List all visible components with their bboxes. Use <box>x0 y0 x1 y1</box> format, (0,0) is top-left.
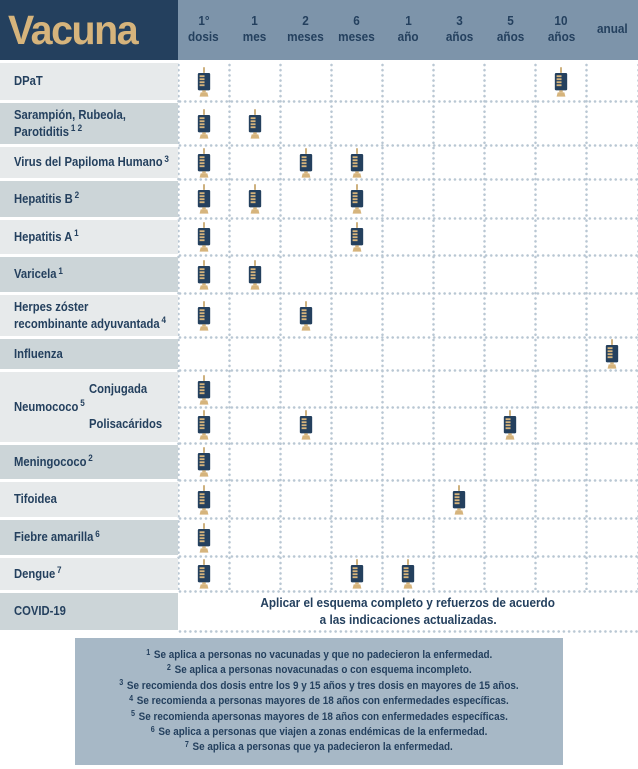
footnote-text: Se aplica a personas no vacunadas y que no padecieron la enfermedad. <box>153 649 493 661</box>
vaccine-label-cell <box>0 339 178 369</box>
dose-marker <box>195 260 213 290</box>
footnote-ref: 2 <box>74 190 80 201</box>
dose-marker <box>195 67 213 97</box>
vaccine-name: Tifoidea <box>14 492 57 507</box>
column-header-bottom: mes <box>242 30 267 44</box>
dose-grid <box>178 63 638 100</box>
footnote <box>119 679 518 694</box>
vaccine-row <box>0 520 638 555</box>
syringe-icon <box>246 260 264 290</box>
syringe-icon <box>348 559 366 589</box>
column-header-7 <box>536 0 587 60</box>
dose-marker <box>348 148 366 178</box>
footnotes-box <box>75 638 563 765</box>
syringe-icon <box>297 148 315 178</box>
dose-marker <box>450 485 468 515</box>
column-header-top: 1° <box>197 14 210 29</box>
syringe-icon <box>603 339 621 369</box>
vaccine-label-cell <box>0 220 178 254</box>
dose-marker <box>348 184 366 214</box>
vaccine-name: Varicela <box>14 267 57 282</box>
schedule-table-body <box>0 63 638 630</box>
vaccine-row <box>0 593 638 630</box>
dose-grid <box>178 103 638 144</box>
column-header-top: 10 <box>554 14 568 29</box>
vaccine-name: DPaT <box>14 74 43 89</box>
column-header-top: 2 <box>302 14 310 29</box>
footnote-ref: 5 <box>80 398 85 409</box>
syringe-icon <box>348 148 366 178</box>
syringe-icon <box>348 184 366 214</box>
vaccine-label-cell <box>0 593 178 630</box>
dose-marker <box>246 184 264 214</box>
vaccine-subtype <box>89 372 178 407</box>
column-header-6 <box>485 0 536 60</box>
dose-marker <box>552 67 570 97</box>
column-header-0 <box>178 0 229 60</box>
dose-grid <box>178 257 638 292</box>
dose-marker <box>297 148 315 178</box>
vaccine-label-cell <box>0 63 178 100</box>
dose-marker <box>195 109 213 139</box>
dose-marker <box>195 447 213 477</box>
vaccine-label-cell <box>0 295 178 336</box>
footnote <box>151 725 488 740</box>
vaccine-label-cell <box>0 181 178 217</box>
column-header-top: anual <box>597 22 628 37</box>
dose-marker <box>246 260 264 290</box>
vaccine-name: Herpes zóster <box>14 299 89 314</box>
syringe-icon <box>195 67 213 97</box>
vaccine-row <box>0 339 638 369</box>
syringe-icon <box>399 559 417 589</box>
dose-marker <box>195 375 213 405</box>
footnote-text: Se recomienda dos dosis entre los 9 y 15 años y tres dosis en mayores de 15 años. <box>126 679 519 692</box>
syringe-icon <box>552 67 570 97</box>
vaccine-row <box>0 558 638 590</box>
footnote <box>129 694 509 709</box>
dose-marker <box>195 523 213 553</box>
footnote-ref: 3 <box>164 153 169 164</box>
footnote-ref: 1 <box>74 228 79 239</box>
column-header-top: 5 <box>506 14 514 29</box>
vaccine-label-cell <box>0 372 178 442</box>
dose-marker <box>348 222 366 252</box>
vaccine-name: Hepatitis A <box>14 229 73 244</box>
syringe-icon <box>195 260 213 290</box>
dose-marker <box>297 301 315 331</box>
syringe-icon <box>195 410 213 440</box>
vaccine-row <box>0 257 638 292</box>
vaccine-label-cell <box>0 257 178 292</box>
syringe-icon <box>195 301 213 331</box>
vaccine-name: Influenza <box>14 346 63 361</box>
column-header-bottom: años <box>547 30 576 44</box>
footnote-number: 2 <box>166 662 171 672</box>
footnote <box>146 648 492 663</box>
vaccine-label-cell <box>0 558 178 590</box>
footnote-text: Se recomienda a personas mayores de 18 años con enfermedades específicas. <box>136 695 509 708</box>
dose-marker <box>297 410 315 440</box>
footnote <box>185 740 453 755</box>
syringe-icon <box>195 485 213 515</box>
dose-marker <box>603 339 621 369</box>
column-header-top: 6 <box>353 14 361 29</box>
syringe-icon <box>348 222 366 252</box>
table-title-cell <box>0 0 178 60</box>
column-header-1 <box>229 0 280 60</box>
syringe-icon <box>297 410 315 440</box>
dose-marker <box>348 559 366 589</box>
dose-grid <box>178 339 638 369</box>
vaccine-name: Dengue <box>14 566 56 581</box>
vaccine-subtype <box>89 407 178 442</box>
column-header-5 <box>434 0 485 60</box>
dose-grid <box>178 445 638 479</box>
vaccine-label-cell <box>0 103 178 144</box>
syringe-icon <box>195 375 213 405</box>
dose-grid <box>178 181 638 217</box>
vaccine-name: Meningococo <box>14 454 87 469</box>
footnote-number: 7 <box>185 739 190 749</box>
dose-marker <box>399 559 417 589</box>
table-header <box>0 0 638 60</box>
footnote-ref: 4 <box>161 315 166 325</box>
vaccine-subtype-name: Polisacáridos <box>89 417 163 432</box>
vaccine-row <box>0 372 638 442</box>
vaccine-row <box>0 220 638 254</box>
column-header-top: 3 <box>455 14 463 29</box>
syringe-icon <box>195 222 213 252</box>
footnote-ref: 1 2 <box>70 123 83 133</box>
vaccine-name: COVID-19 <box>14 604 66 619</box>
column-header-bottom: meses <box>287 30 325 44</box>
footnote-number: 5 <box>130 709 135 719</box>
dose-grid <box>178 147 638 178</box>
syringe-icon <box>501 410 519 440</box>
column-header-top: 1 <box>404 14 412 29</box>
vaccine-row <box>0 295 638 336</box>
footnote-number: 1 <box>145 647 150 657</box>
page-title: Vacuna <box>8 6 138 53</box>
dose-grid <box>178 372 638 442</box>
vaccine-row <box>0 181 638 217</box>
footnote-number: 4 <box>129 693 134 703</box>
vaccine-row <box>0 103 638 144</box>
footnote-text: Se recomienda apersonas mayores de 18 años con enfermedades específicas. <box>138 710 508 723</box>
vaccine-subtype-name: Conjugada <box>89 382 148 397</box>
footnote-number: 6 <box>150 724 155 734</box>
syringe-icon <box>195 523 213 553</box>
dose-marker <box>195 559 213 589</box>
column-header-bottom: dosis <box>188 30 219 44</box>
dose-marker <box>195 148 213 178</box>
covid-note <box>178 593 638 630</box>
dose-grid <box>178 295 638 336</box>
vaccine-label-cell <box>0 147 178 178</box>
column-headers <box>178 0 638 60</box>
dose-subgrid <box>178 407 638 442</box>
footnote-text: Se aplica a personas que viajen a zonas endémicas de la enfermedad. <box>158 726 488 739</box>
syringe-icon <box>246 184 264 214</box>
vaccine-name: Neumococo <box>14 399 79 414</box>
column-header-2 <box>280 0 331 60</box>
column-header-3 <box>331 0 382 60</box>
vaccine-name: Fiebre amarilla <box>14 530 94 545</box>
dose-grid <box>178 520 638 555</box>
column-header-bottom: años <box>496 30 524 44</box>
syringe-icon <box>195 184 213 214</box>
footnote-ref: 1 <box>58 265 63 276</box>
vaccine-label-cell <box>0 482 178 517</box>
dose-grid <box>178 482 638 517</box>
dose-marker <box>195 485 213 515</box>
vaccine-name: Hepatitis B <box>14 191 73 206</box>
vaccine-name: Virus del Papiloma Humano <box>14 155 163 170</box>
syringe-icon <box>297 301 315 331</box>
syringe-icon <box>195 109 213 139</box>
dose-grid <box>178 593 638 630</box>
column-header-bottom: año <box>397 30 419 44</box>
column-header-8 <box>587 0 638 60</box>
vaccine-name: Sarampión, Rubeola, <box>14 107 126 122</box>
dose-marker <box>246 109 264 139</box>
footnote-text: Se aplica a personas novacunadas o con esquema incompleto. <box>174 664 472 677</box>
footnote-ref: 6 <box>95 528 100 539</box>
footnote-ref: 2 <box>88 453 93 464</box>
footnote-ref: 7 <box>57 565 62 576</box>
vaccine-name: Parotiditis <box>14 124 70 139</box>
covid-note-line: a las indicaciones actualizadas. <box>319 612 497 627</box>
dose-marker <box>195 222 213 252</box>
dose-grid <box>178 220 638 254</box>
syringe-icon <box>195 559 213 589</box>
column-header-top: 1 <box>251 14 258 29</box>
column-header-4 <box>382 0 433 60</box>
vaccine-label-cell <box>0 445 178 479</box>
vaccine-row <box>0 482 638 517</box>
footnote <box>167 663 472 678</box>
column-header-bottom: años <box>445 30 473 44</box>
syringe-icon <box>450 485 468 515</box>
syringe-icon <box>246 109 264 139</box>
dose-subgrid <box>178 372 638 407</box>
dose-marker <box>195 184 213 214</box>
syringe-icon <box>195 447 213 477</box>
column-header-bottom: meses <box>338 30 376 44</box>
dose-marker <box>501 410 519 440</box>
dose-grid <box>178 558 638 590</box>
vaccine-row <box>0 147 638 178</box>
footnote-number: 3 <box>119 678 124 688</box>
vaccine-row <box>0 445 638 479</box>
vaccine-row <box>0 63 638 100</box>
footnote-text: Se aplica a personas que ya padecieron la enfermedad. <box>192 741 453 754</box>
vaccine-name: recombinante adyuvantada <box>14 316 160 331</box>
vaccine-label-cell <box>0 520 178 555</box>
dose-marker <box>195 410 213 440</box>
dose-marker <box>195 301 213 331</box>
syringe-icon <box>195 148 213 178</box>
covid-note-line: Aplicar el esquema completo y refuerzos de acuerdo <box>260 595 556 610</box>
footnote <box>131 710 508 725</box>
